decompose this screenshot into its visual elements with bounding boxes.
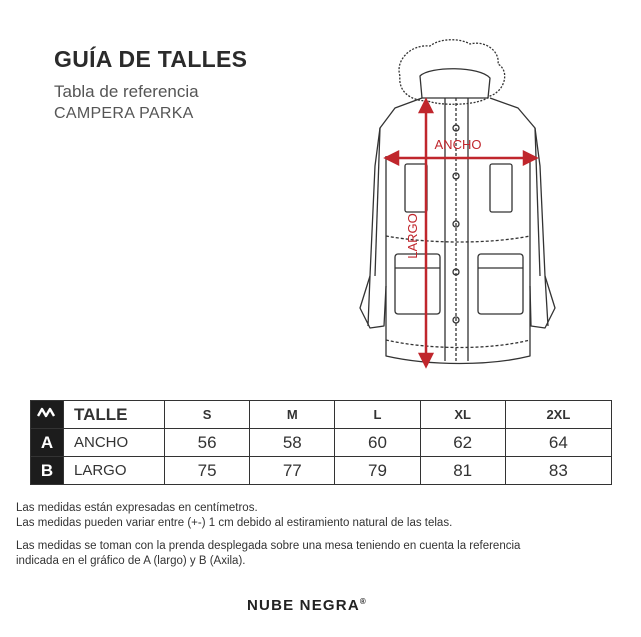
brand-logo-icon [31,401,64,429]
cell-value: 56 [165,429,250,457]
length-label: LARGO [405,213,420,259]
wave-icon [37,406,57,420]
note-units: Las medidas están expresadas en centímetros. [16,502,258,514]
cell-value: 79 [335,457,420,485]
note-variation: Las medidas pueden variar entre (+-) 1 cm debido al estiramiento natural de las telas. [16,517,453,529]
cell-value: 64 [505,429,611,457]
cell-value: 60 [335,429,420,457]
width-label: ANCHO [434,137,482,152]
table-row [31,429,612,457]
cell-value: 75 [165,457,250,485]
brand-footer [0,597,614,614]
cell-value: 62 [420,429,505,457]
page-subtitle: Tabla de referencia [54,82,199,101]
registered-mark: ® [359,597,367,606]
size-s: S [165,401,250,429]
cell-value: 58 [250,429,335,457]
size-m: M [250,401,335,429]
note-method: Las medidas se toman con la prenda desplegada sobre una mesa teniendo en cuenta la referencia [16,540,521,552]
row-key-b: B [31,457,64,485]
size-header-row [31,401,612,429]
size-header-label: TALLE [64,401,165,429]
note-reference: indicada en el gráfico de A (largo) y B (Axila). [16,555,246,567]
row-label-ancho: ANCHO [64,429,165,457]
size-2xl: 2XL [505,401,611,429]
size-table [30,400,612,485]
page-title: GUÍA DE TALLES [54,46,248,72]
row-key-a: A [31,429,64,457]
brand-name: NUBE NEGRA [247,597,360,614]
row-label-largo: LARGO [64,457,165,485]
size-xl: XL [420,401,505,429]
parka-diagram [340,36,580,372]
product-name: CAMPERA PARKA [54,105,194,122]
cell-value: 81 [420,457,505,485]
table-row [31,457,612,485]
cell-value: 83 [505,457,611,485]
cell-value: 77 [250,457,335,485]
size-l: L [335,401,420,429]
